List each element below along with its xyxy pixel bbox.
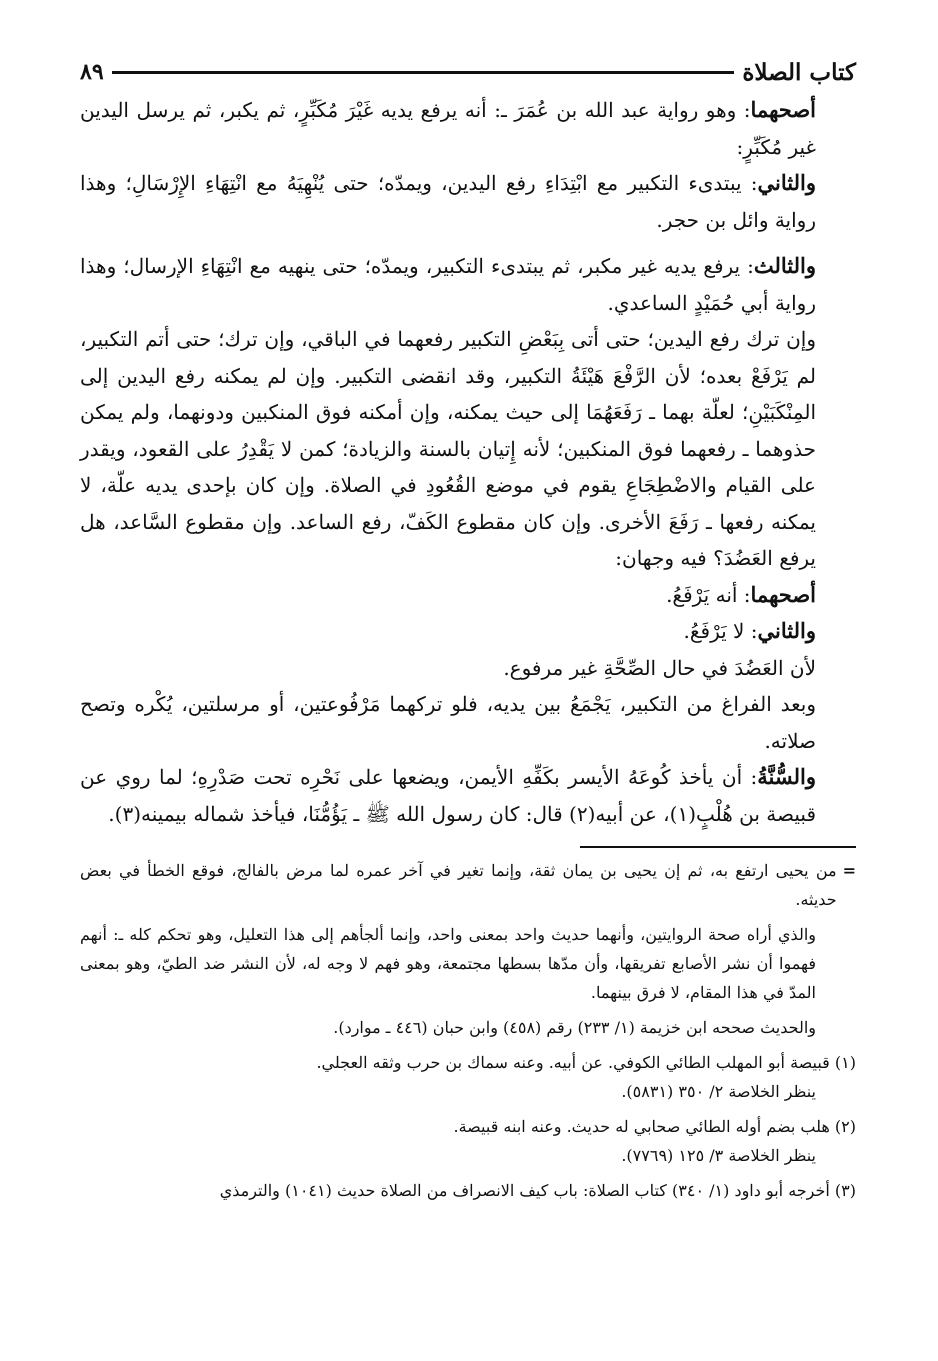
- paragraph-text: : لا يَرْفَعُ.: [683, 619, 758, 643]
- paragraph-text: وإن ترك رفع اليدين؛ حتى أتى بِبَعْضِ التكبير رفعهما في الباقي، وإن ترك؛ حتى أتم التكبير، لم يَرْفَعْ بعده؛ لأن الرَّفْعَ هَيْئَةُ التكبير، وقد انقضى التكبير. وإن لم يمكنه رفع اليدين إلى المِنْكَبَيْنِ؛ لعلّة بهما ـ رَفَعَهُمَا إلى حيث يمكنه، وإن أمكنه فوق المنكبين ودونهما، ولم يمكن حذوهما ـ رفعهما فوق المنكبين؛ لأنه إِتيان بالسنة والزيادة؛ كمن لا يَقْدِرُ على القعود، ويقدر على القيام والاضْطِجَاعِ يقوم في موضع القُعُودِ في الصلاة. وإن كان بإحدى يديه علّة، لا يمكنه رفعها ـ رَفَعَ الأخرى. وإن كان مقطوع الكَفّ، رفع الساعد. وإن مقطوع السَّاعد، هل يرفع العَضُدَ؟ فيه وجهان:: [80, 327, 817, 570]
- paragraph-label: أصحهما: [750, 97, 816, 122]
- footnote-1-reference: ينظر الخلاصة ٢/ ٣٥٠ (٥٨٣١).: [621, 1082, 816, 1101]
- continuation-marker: =: [842, 861, 856, 880]
- footnote-3: (٣) أخرجه أبو داود (١/ ٣٤٠) كتاب الصلاة: باب كيف الانصراف من الصلاة حديث (١٠٤١) والترمذي: [219, 1181, 856, 1200]
- paragraph: [80, 577, 856, 614]
- paragraph: [80, 686, 856, 759]
- paragraph-label: والسُّنَّةُ: [757, 764, 817, 789]
- footnote-separator: [580, 846, 856, 848]
- footnote-paragraph: والحديث صححه ابن خزيمة (١/ ٢٣٣) رقم (٤٥٨) وابن حبان (٤٤٦ ـ موارد).: [333, 1018, 816, 1037]
- paragraph-text: لأن العَضُدَ في حال الصِّحَّةِ غير مرفوع.: [503, 655, 816, 680]
- footnote-continuation: [80, 856, 856, 914]
- paragraph-text: : يبتدىء التكبير مع ابْتِدَاءِ رفع اليدين، ويمدّه؛ حتى يُنْهِيَهُ مع انْتِهَاءِ الإِرْسَالِ؛ وهذا رواية وائل بن حجر.: [80, 171, 816, 232]
- footnote-2-reference: ينظر الخلاصة ٣/ ١٢٥ (٧٧٦٩).: [621, 1146, 816, 1165]
- main-text: [80, 92, 856, 832]
- footnote-1: (١) قبيصة أبو المهلب الطائي الكوفي. عن أبيه. وعنه سماك بن حرب وثقه العجلي.: [316, 1053, 856, 1072]
- book-page: [80, 52, 856, 1341]
- page-number: ٨٩: [80, 59, 104, 85]
- paragraph: [80, 165, 856, 238]
- paragraph-label: والثاني: [757, 618, 816, 643]
- paragraph: [80, 613, 856, 650]
- page-header: [80, 52, 856, 92]
- paragraph-text: : أنه يَرْفَعُ.: [666, 582, 751, 607]
- paragraph: [80, 92, 856, 165]
- footnote-text: من يحيى ارتفع به، ثم إن يحيى بن يمان ثقة، وإنما تغير في آخر عمره لما مرض بالفالج، فوقع الخطأ في بعض حديثه.: [80, 861, 837, 909]
- paragraph-label: والثاني: [757, 170, 816, 195]
- paragraph-label: والثالث: [753, 253, 816, 278]
- footnotes: [80, 856, 856, 1205]
- paragraph-text: : وهو رواية عبد الله بن عُمَرَ ـ: أنه يرفع يديه غَيْرَ مُكَبِّرٍ، ثم يكبر، ثم يرسل اليدين غير مُكَبِّرٍ:: [80, 98, 816, 159]
- footnote-paragraph: والذي أراه صحة الروايتين، وأنهما حديث واحد بمعنى واحد، وإنما ألجأهم إلى هذا التعليل، وهو تحكم كله ـ: أنهم فهموا أن نشر الأصابع تفريقها، وأن مدّها بسطها مجتمعة، وهو فهم لا وجه له، لأن النشر ضد الطيّ، وهو بمعنى المدّ في هذا المقام، لا فرق بينهما.: [80, 925, 816, 1002]
- header-rule: [112, 71, 735, 74]
- paragraph: [80, 650, 856, 687]
- paragraph-text: وبعد الفراغ من التكبير، يَجْمَعُ بين يديه، فلو تركهما مَرْفُوعتين، أو مرسلتين، يُكْره وتصح صلاته.: [80, 692, 816, 753]
- paragraph-label: أصحهما: [750, 581, 816, 607]
- paragraph-text: : يرفع يديه غير مكبر، ثم يبتدىء التكبير، ويمدّه؛ حتى ينهيه مع انْتِهَاءِ الإرسال؛ وهذا رواية أبي حُمَيْدٍ الساعدي.: [80, 254, 816, 315]
- paragraph: [80, 759, 856, 832]
- paragraph: [80, 321, 856, 577]
- footnote-2: (٢) هلب بضم أوله الطائي صحابي له حديث. وعنه ابنه قبيصة.: [453, 1117, 856, 1136]
- book-title: كتاب الصلاة: [742, 58, 856, 86]
- paragraph: [80, 248, 856, 321]
- paragraph-text: : أن يأخذ كُوعَهُ الأيسر بكَفِّهِ الأيمن، ويضعها على نَحْرِه تحت صَدْرِهِ؛ لما روي عن قبيصة بن هُلْبٍ(١)، عن أبيه(٢) قال: كان رسول الله ﷺ ـ يَؤُمُّنَا، فيأخذ شماله بيمينه(٣).: [80, 765, 816, 826]
